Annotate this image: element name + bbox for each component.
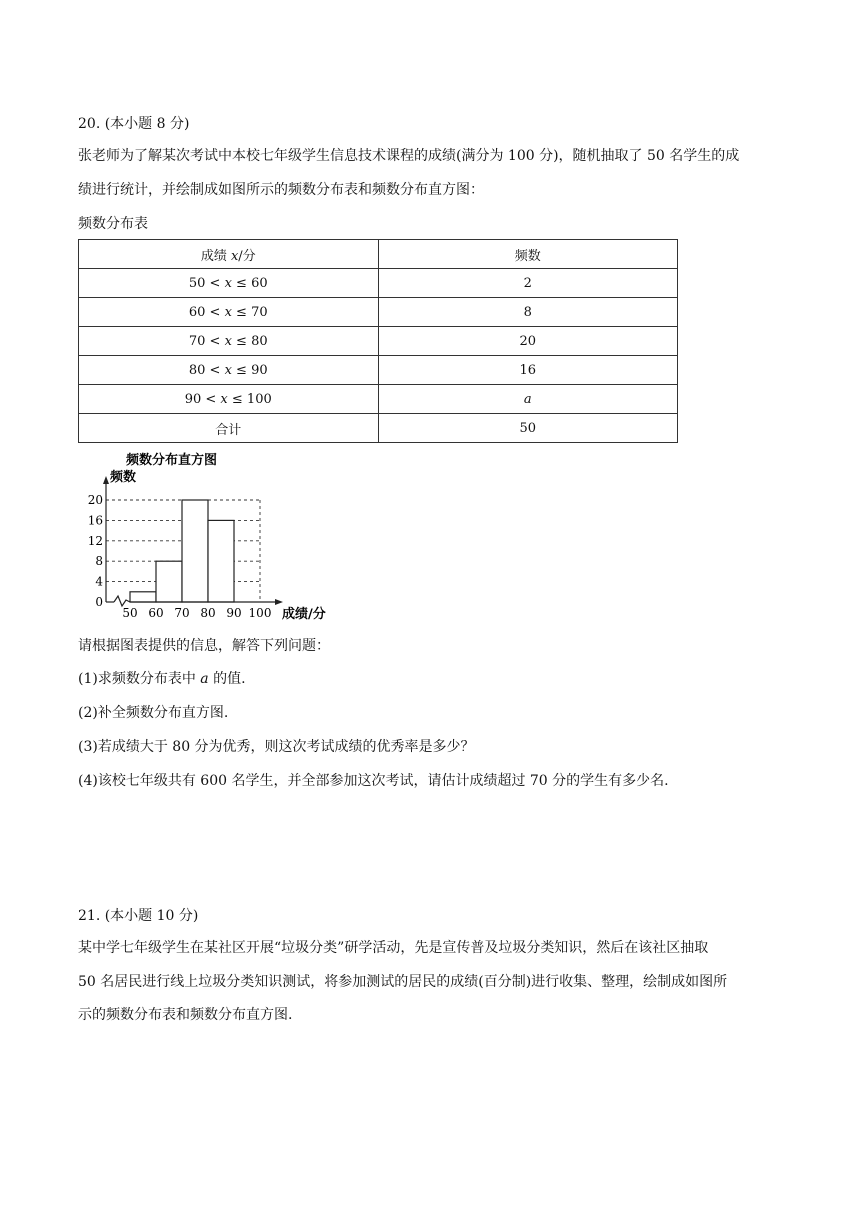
x-axis-arrow	[275, 599, 283, 605]
y-tick-label: 8	[95, 554, 103, 569]
question-2: (2)补全频数分布直方图.	[78, 705, 229, 721]
table-caption: 频数分布表	[78, 216, 148, 232]
table-cell-range: 60 < 𝑥 ≤ 70	[79, 298, 379, 327]
table-row	[79, 269, 678, 298]
table-row	[79, 298, 678, 327]
q20-intro-line1: 张老师为了解某次考试中本校七年级学生信息技术课程的成绩(满分为 100 分)，随机抽取了 50 名学生的成	[78, 148, 740, 164]
q21-line3: 示的频数分布表和频数分布直方图.	[78, 1007, 293, 1023]
table-header-row	[79, 240, 678, 269]
q21-line2: 50 名居民进行线上垃圾分类知识测试，将参加测试的居民的成绩(百分制)进行收集、整理，绘制成如图所	[78, 974, 728, 990]
table-cell-count: 2	[378, 269, 678, 298]
question-1: (1)求频数分布表中 𝑎 的值.	[78, 671, 246, 687]
x-tick-label: 100	[248, 606, 272, 620]
axis-break-zigzag	[114, 596, 130, 606]
y-tick-label: 16	[87, 513, 103, 528]
q20-prompt: 请根据图表提供的信息，解答下列问题：	[78, 638, 330, 654]
x-tick-label: 60	[148, 606, 164, 620]
x-tick-label: 70	[174, 606, 190, 620]
frequency-table	[78, 239, 678, 443]
y-tick-label: 12	[87, 533, 103, 548]
histogram-bar	[130, 592, 156, 602]
q21-header: 21. (本小题 10 分)	[78, 908, 199, 924]
table-cell-count: 20	[378, 327, 678, 356]
histogram-bar	[182, 500, 208, 602]
x-tick-label: 90	[226, 606, 242, 620]
table-cell-count: 8	[378, 298, 678, 327]
table-cell-count: 16	[378, 356, 678, 385]
question-4: (4)该校七年级共有 600 名学生，并全部参加这次考试，请估计成绩超过 70 分的学生有多少名.	[78, 773, 669, 789]
table-row	[79, 356, 678, 385]
table-cell-total-value: 50	[378, 414, 678, 443]
table-header-frequency: 频数	[378, 240, 678, 269]
question-3: (3)若成绩大于 80 分为优秀，则这次考试成绩的优秀率是多少？	[78, 739, 475, 755]
x-tick-label: 80	[200, 606, 216, 620]
table-cell-count: 𝑎	[378, 385, 678, 414]
y-axis-label: 频数	[110, 470, 137, 485]
y-axis-arrow	[103, 476, 109, 484]
table-cell-total-label: 合计	[79, 414, 379, 443]
table-cell-range: 70 < 𝑥 ≤ 80	[79, 327, 379, 356]
q21-line1: 某中学七年级学生在某社区开展“垃圾分类”研学活动，先是宣传普及垃圾分类知识，然后在该社区抽取	[78, 940, 709, 956]
table-row	[79, 385, 678, 414]
x-axis-label: 成绩/分	[282, 607, 326, 622]
table-cell-range: 50 < 𝑥 ≤ 60	[79, 269, 379, 298]
table-cell-range: 80 < 𝑥 ≤ 90	[79, 356, 379, 385]
histogram-title: 频数分布直方图	[126, 453, 218, 468]
y-tick-label: 20	[87, 493, 103, 507]
table-row-total	[79, 414, 678, 443]
histogram-bar	[208, 520, 234, 602]
histogram-bar	[156, 561, 182, 602]
frequency-histogram	[78, 450, 348, 628]
table-row	[79, 327, 678, 356]
y-tick-label: 4	[95, 574, 103, 589]
q20-intro-line2: 绩进行统计，并绘制成如图所示的频数分布表和频数分布直方图：	[78, 182, 484, 198]
q20-header: 20. (本小题 8 分)	[78, 116, 190, 132]
table-header-score: 成绩 𝑥/分	[79, 240, 379, 269]
x-tick-label: 50	[122, 606, 138, 620]
table-cell-range: 90 < 𝑥 ≤ 100	[79, 385, 379, 414]
y-tick-label: 0	[95, 595, 103, 609]
